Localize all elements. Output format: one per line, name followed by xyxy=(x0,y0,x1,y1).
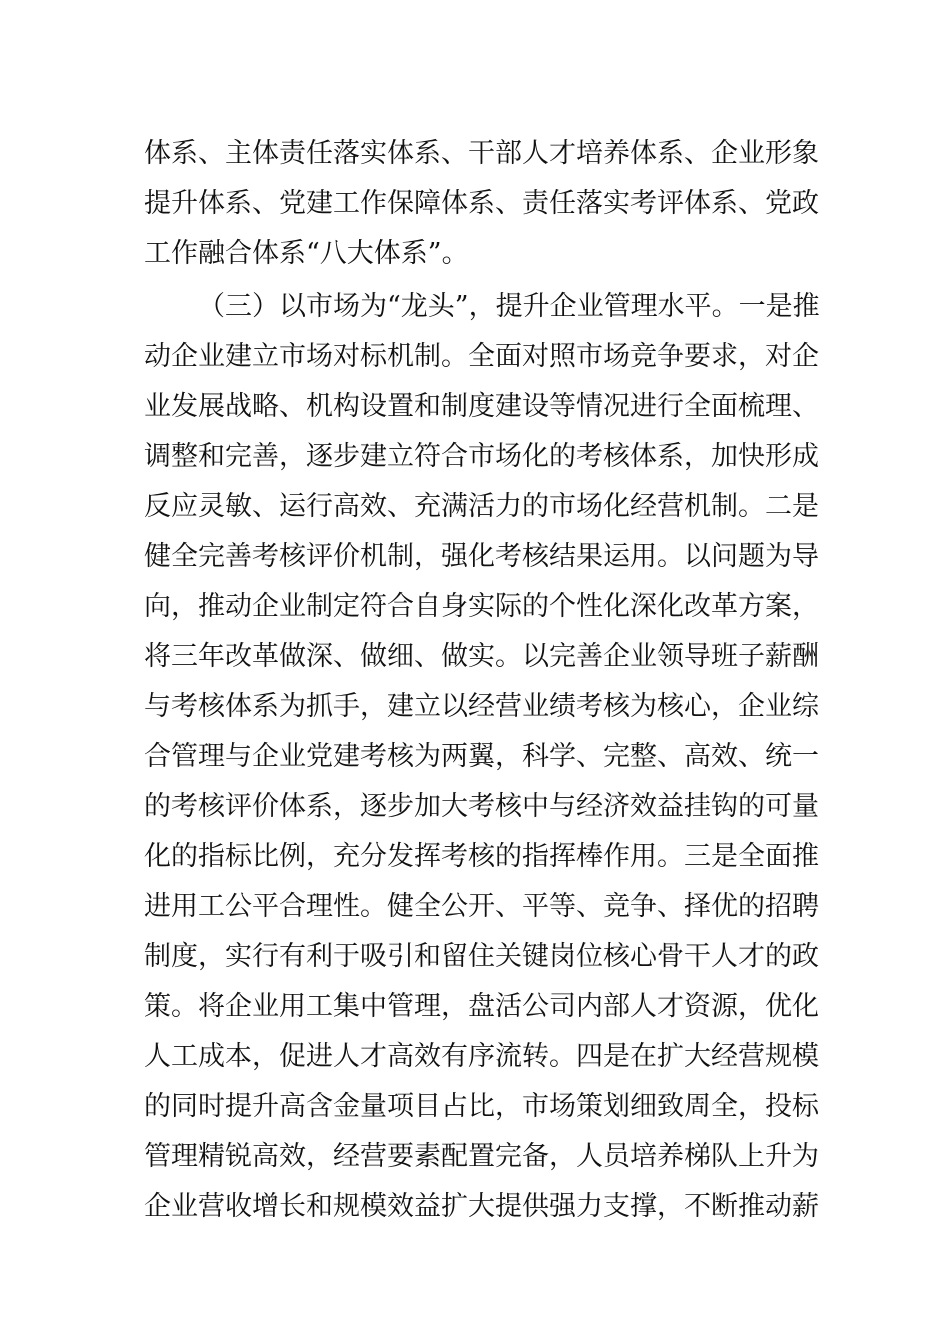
section-heading-line: （三）以市场为“龙头”，提升企业管理水平。一是推 xyxy=(198,291,820,322)
text-line-3: 工作融合体系“八大体系”。 xyxy=(144,238,469,269)
text-line-11: 将三年改革做深、做细、做实。以完善企业领导班子薪酬 xyxy=(144,641,819,672)
text-line-15: 化的指标比例，充分发挥考核的指挥棒作用。三是全面推 xyxy=(144,841,819,872)
text-line-14: 的考核评价体系，逐步加大考核中与经济效益挂钩的可量 xyxy=(144,791,819,822)
body-text xyxy=(144,129,820,1232)
text-line-2: 提升体系、党建工作保障体系、责任落实考评体系、党政 xyxy=(144,188,819,219)
text-line-8: 反应灵敏、运行高效、充满活力的市场化经营机制。二是 xyxy=(144,491,819,522)
text-line-7: 调整和完善，逐步建立符合市场化的考核体系，加快形成 xyxy=(144,441,819,472)
text-line-18: 策。将企业用工集中管理，盘活公司内部人才资源，优化 xyxy=(144,991,819,1022)
text-line-21: 管理精锐高效，经营要素配置完备，人员培养梯队上升为 xyxy=(144,1141,819,1172)
text-line-1: 体系、主体责任落实体系、干部人才培养体系、企业形象 xyxy=(144,138,819,169)
text-line-22: 企业营收增长和规模效益扩大提供强力支撑，不断推动薪 xyxy=(144,1191,819,1222)
text-line-9: 健全完善考核评价机制，强化考核结果运用。以问题为导 xyxy=(144,541,819,572)
text-line-5: 动企业建立市场对标机制。全面对照市场竞争要求，对企 xyxy=(144,341,819,372)
text-line-12: 与考核体系为抓手，建立以经营业绩考核为核心，企业综 xyxy=(144,691,819,722)
text-line-19: 人工成本，促进人才高效有序流转。四是在扩大经营规模 xyxy=(144,1041,819,1072)
text-line-10: 向，推动企业制定符合自身实际的个性化深化改革方案， xyxy=(144,591,819,622)
text-line-6: 业发展战略、机构设置和制度建设等情况进行全面梳理、 xyxy=(144,391,819,422)
text-line-13: 合管理与企业党建考核为两翼，科学、完整、高效、统一 xyxy=(144,741,819,772)
text-line-20: 的同时提升高含金量项目占比，市场策划细致周全，投标 xyxy=(144,1091,819,1122)
text-line-17: 制度，实行有利于吸引和留住关键岗位核心骨干人才的政 xyxy=(144,941,819,972)
text-line-16: 进用工公平合理性。健全公开、平等、竞争、择优的招聘 xyxy=(144,891,819,922)
